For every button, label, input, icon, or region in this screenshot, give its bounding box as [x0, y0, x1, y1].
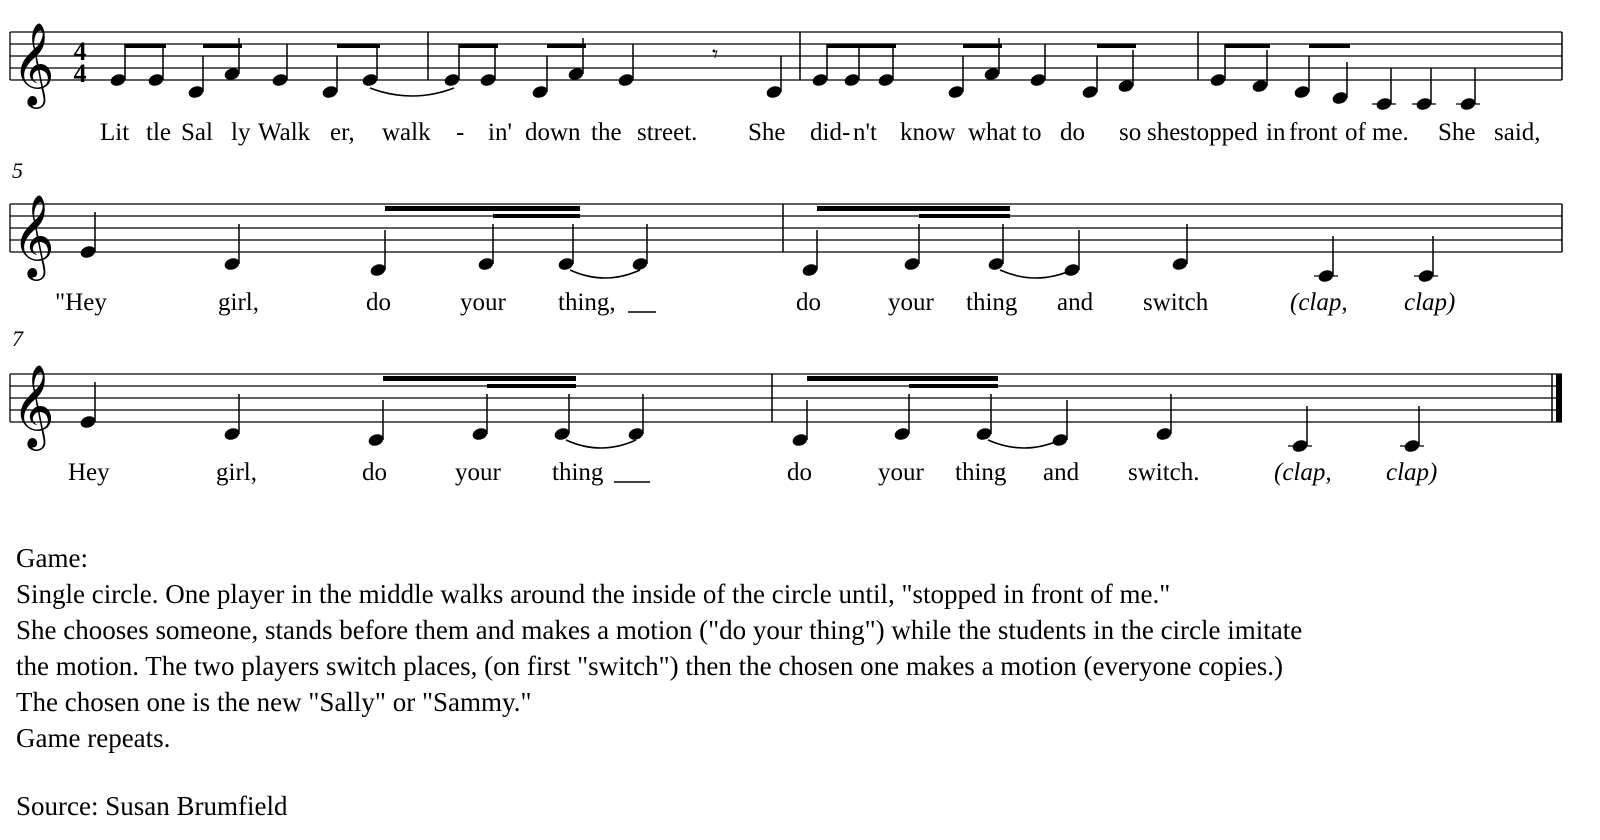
beam: [203, 44, 242, 48]
lyric: your: [878, 459, 924, 486]
beam: [1309, 44, 1350, 48]
lyric: said,: [1494, 119, 1541, 146]
tie: [570, 270, 640, 278]
beam: [963, 44, 1002, 48]
beam: [1097, 44, 1136, 48]
lyric: street.: [637, 119, 698, 146]
beam: [385, 206, 580, 211]
game-instructions: [16, 540, 1586, 756]
beam: [1225, 44, 1270, 48]
lyric: what: [968, 119, 1017, 146]
lyric: down: [525, 119, 581, 146]
lyric: (clap,: [1290, 289, 1348, 316]
beam: [909, 384, 998, 388]
beam: [125, 44, 166, 48]
staff-system-2: [10, 195, 1562, 284]
lyric: in: [1266, 119, 1286, 146]
time-signature-bottom: 4: [73, 59, 87, 88]
lyric: do: [796, 289, 821, 316]
lyric: switch.: [1128, 459, 1200, 486]
lyric: switch: [1143, 289, 1209, 316]
beam: [807, 376, 998, 381]
lyric: me.: [1372, 119, 1409, 146]
lyric: clap): [1386, 459, 1438, 486]
lyric: thing,: [558, 289, 616, 316]
lyric: did-: [810, 119, 851, 146]
treble-clef-icon: 𝄞: [12, 366, 55, 446]
tie: [370, 88, 454, 96]
lyric: "Hey: [55, 289, 107, 316]
tie: [988, 440, 1060, 448]
lyric: do: [366, 289, 391, 316]
lyric: front: [1289, 119, 1338, 146]
source-credit: Source: Susan Brumfield: [16, 791, 288, 821]
lyric: thing: [955, 459, 1007, 486]
lyric: clap): [1404, 289, 1456, 316]
lyric: so: [1119, 119, 1142, 146]
lyric: ly: [231, 119, 251, 146]
lyric: girl,: [218, 289, 259, 316]
lyrics-line-3: [68, 459, 1437, 486]
lyric: Sal: [181, 119, 213, 146]
lyric: to: [1022, 119, 1042, 146]
beam: [547, 44, 586, 48]
beam: [459, 44, 498, 48]
lyric: er,: [330, 119, 355, 146]
lyric: She: [1438, 119, 1476, 146]
lyrics-line-2: [55, 289, 1455, 316]
lyric: and: [1057, 289, 1094, 316]
measure-number-5: 5: [12, 158, 23, 183]
beam: [817, 206, 1010, 211]
lyric: do: [787, 459, 812, 486]
lyric: tle: [146, 119, 171, 146]
game-line: Game repeats.: [16, 723, 171, 753]
lyric: and: [1043, 459, 1080, 486]
lyric: Walk: [258, 119, 311, 146]
lyric: your: [888, 289, 934, 316]
lyric: in': [488, 119, 512, 146]
lyric: Lit: [100, 119, 130, 146]
lyric: your: [460, 289, 506, 316]
treble-clef-icon: 𝄞: [12, 196, 55, 276]
lyric: do: [1060, 119, 1085, 146]
beam: [493, 214, 580, 218]
game-line: The chosen one is the new "Sally" or "Sammy.": [16, 687, 532, 717]
lyric: your: [455, 459, 501, 486]
lyric: she: [1147, 119, 1181, 146]
lyric: thing: [552, 459, 604, 486]
lyric: thing: [966, 289, 1018, 316]
lyric: girl,: [216, 459, 257, 486]
game-line: She chooses someone, stands before them and makes a motion ("do your thing") while the students in the circle imitate: [16, 615, 1303, 645]
beam: [337, 44, 380, 48]
lyric: Hey: [68, 459, 110, 486]
final-barline-thick: [1556, 374, 1562, 422]
lyrics-line-1: [100, 119, 1541, 146]
measure-number-7: 7: [12, 326, 23, 351]
lyric: n't: [853, 119, 877, 146]
lyric: (clap,: [1274, 459, 1332, 486]
beam: [919, 214, 1010, 218]
tie: [566, 440, 636, 448]
lyric: stopped: [1180, 119, 1258, 146]
lyric: do: [362, 459, 387, 486]
game-line: Single circle. One player in the middle walks around the inside of the circle until, "stopped in front of me.": [16, 579, 1171, 609]
tie: [1000, 270, 1072, 278]
lyric: of: [1345, 119, 1366, 146]
lyric: the: [591, 119, 622, 146]
lyric: -: [456, 119, 465, 146]
beam: [827, 44, 896, 48]
staff-system-3: [10, 365, 1562, 454]
beam: [383, 376, 576, 381]
lyric: walk: [382, 119, 431, 146]
treble-clef-icon: 𝄞: [12, 24, 55, 104]
time-signature-top: 4: [73, 37, 87, 66]
eighth-rest-icon: 𝄾: [712, 42, 719, 68]
staff-system-1: [10, 23, 1562, 112]
beam: [487, 384, 576, 388]
game-heading: Game:: [16, 543, 88, 573]
lyric: know: [900, 119, 956, 146]
lyric: She: [748, 119, 786, 146]
game-line: the motion. The two players switch places, (on first "switch") then the chosen one makes a motion (everyone copies.): [16, 651, 1283, 681]
